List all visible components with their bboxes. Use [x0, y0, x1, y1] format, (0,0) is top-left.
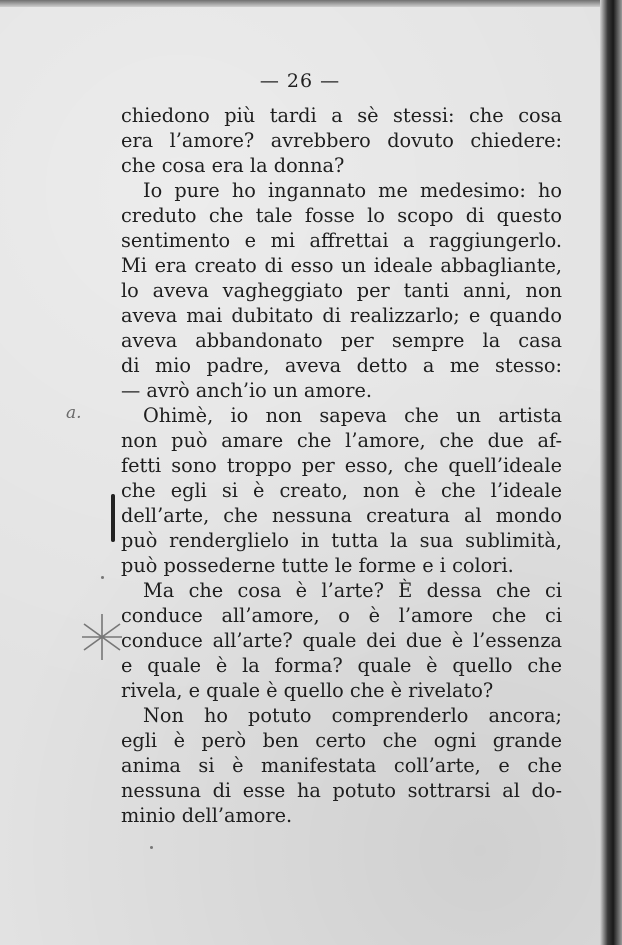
text-line: rivela, e quale è quello che è rivelato?	[121, 679, 494, 702]
text-line: non può amare che l’amore, che due af-	[121, 429, 562, 452]
margin-asterisk-mark	[80, 612, 124, 662]
page-number: — 26 —	[259, 70, 341, 92]
body-text	[121, 103, 562, 828]
text-line: di mio padre, aveva detto a me stesso:	[121, 354, 562, 377]
text-line: Non ho potuto comprenderlo ancora;	[143, 704, 562, 727]
margin-bracket-mark	[111, 494, 115, 542]
text-line: può renderglielo in tutta la sua sublimità,	[121, 529, 562, 552]
text-line: aveva mai dubitato di realizzarlo; e quando	[121, 304, 562, 327]
text-line: dell’arte, che nessuna creatura al mondo	[121, 504, 562, 527]
margin-dot-mark	[150, 846, 153, 849]
text-line: creduto che tale fosse lo scopo di questo	[121, 204, 562, 227]
text-line: egli è però ben certo che ogni grande	[121, 729, 562, 752]
text-line: Mi era creato di esso un ideale abbagliante,	[121, 254, 562, 277]
text-line: nessuna di esse ha potuto sottrarsi al do-	[121, 779, 562, 802]
text-line: chiedono più tardi a sè stessi: che cosa	[121, 104, 562, 127]
book-spine	[600, 0, 622, 945]
text-line: sentimento e mi affrettai a raggiungerlo.	[121, 229, 562, 252]
text-line: conduce all’arte? quale dei due è l’essenza	[121, 629, 562, 652]
text-line: che cosa era la donna?	[121, 154, 345, 177]
text-line: anima si è manifestata coll’arte, e che	[121, 754, 562, 777]
text-line: che egli si è creato, non è che l’ideale	[121, 479, 562, 502]
text-line: può possederne tutte le forme e i colori.	[121, 554, 514, 577]
text-line: aveva abbandonato per sempre la casa	[121, 329, 562, 352]
text-line: Io pure ho ingannato me medesimo: ho	[143, 179, 562, 202]
page-top-edge	[0, 0, 600, 7]
text-line: Ma che cosa è l’arte? È dessa che ci	[143, 579, 562, 602]
text-line: fetti sono troppo per esso, che quell’ideale	[121, 454, 562, 477]
text-line: e quale è la forma? quale è quello che	[121, 654, 562, 677]
text-line: era l’amore? avrebbero dovuto chiedere:	[121, 129, 562, 152]
margin-pencil-mark: a.	[66, 403, 82, 423]
text-line: — avrò anch’io un amore.	[121, 379, 373, 402]
text-line: Ohimè, io non sapeva che un artista	[143, 404, 562, 427]
text-line: conduce all’amore, o è l’amore che ci	[121, 604, 562, 627]
text-line: lo aveva vagheggiato per tanti anni, non	[121, 279, 562, 302]
text-line: minio dell’amore.	[121, 804, 293, 827]
margin-dot-mark	[101, 576, 104, 579]
